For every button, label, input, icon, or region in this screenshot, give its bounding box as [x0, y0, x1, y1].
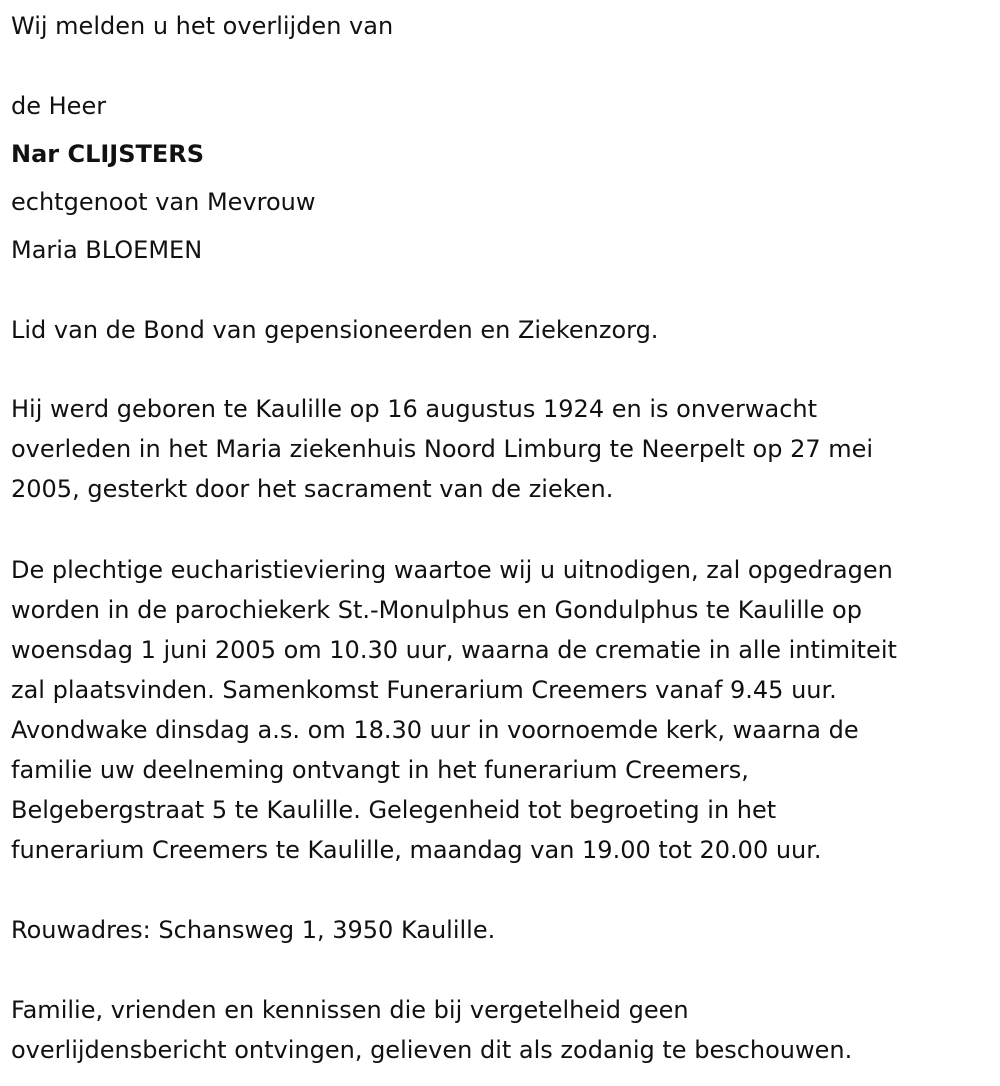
honorific-title: de Heer	[11, 92, 107, 120]
paragraph-line: familie uw deelneming ontvangt in het funerarium Creemers,	[11, 756, 749, 784]
paragraph-line: overleden in het Maria ziekenhuis Noord Limburg te Neerpelt op 27 mei	[11, 435, 874, 463]
paragraph-line: woensdag 1 juni 2005 om 10.30 uur, waarna de crematie in alle intimiteit	[11, 636, 897, 664]
paragraph-line: Familie, vrienden en kennissen die bij vergetelheid geen	[11, 996, 689, 1024]
ceremony-paragraph	[11, 550, 897, 870]
spouse-name: Maria BLOEMEN	[11, 236, 203, 264]
paragraph-line: Hij werd geboren te Kaulille op 16 augustus 1924 en is onverwacht	[11, 395, 818, 423]
paragraph-line: 2005, gesterkt door het sacrament van de zieken.	[11, 475, 614, 503]
paragraph-line: funerarium Creemers te Kaulille, maandag van 19.00 tot 20.00 uur.	[11, 836, 822, 864]
membership-text: Lid van de Bond van gepensioneerden en Ziekenzorg.	[11, 316, 659, 344]
intro-text: Wij melden u het overlijden van	[11, 12, 394, 40]
paragraph-line: zal plaatsvinden. Samenkomst Funerarium Creemers vanaf 9.45 uur.	[11, 676, 837, 704]
paragraph-line: Belgebergstraat 5 te Kaulille. Gelegenheid tot begroeting in het	[11, 796, 777, 824]
mourning-address: Rouwadres: Schansweg 1, 3950 Kaulille.	[11, 916, 496, 944]
birth-death-paragraph	[11, 389, 873, 509]
paragraph-line: Avondwake dinsdag a.s. om 18.30 uur in voornoemde kerk, waarna de	[11, 716, 859, 744]
closing-paragraph	[11, 990, 852, 1070]
paragraph-line: worden in de parochiekerk St.-Monulphus en Gondulphus te Kaulille op	[11, 596, 862, 624]
spouse-label: echtgenoot van Mevrouw	[11, 188, 316, 216]
paragraph-line: overlijdensbericht ontvingen, gelieven dit als zodanig te beschouwen.	[11, 1036, 853, 1064]
paragraph-line: De plechtige eucharistieviering waartoe wij u uitnodigen, zal opgedragen	[11, 556, 893, 584]
deceased-name: Nar CLIJSTERS	[11, 140, 205, 168]
